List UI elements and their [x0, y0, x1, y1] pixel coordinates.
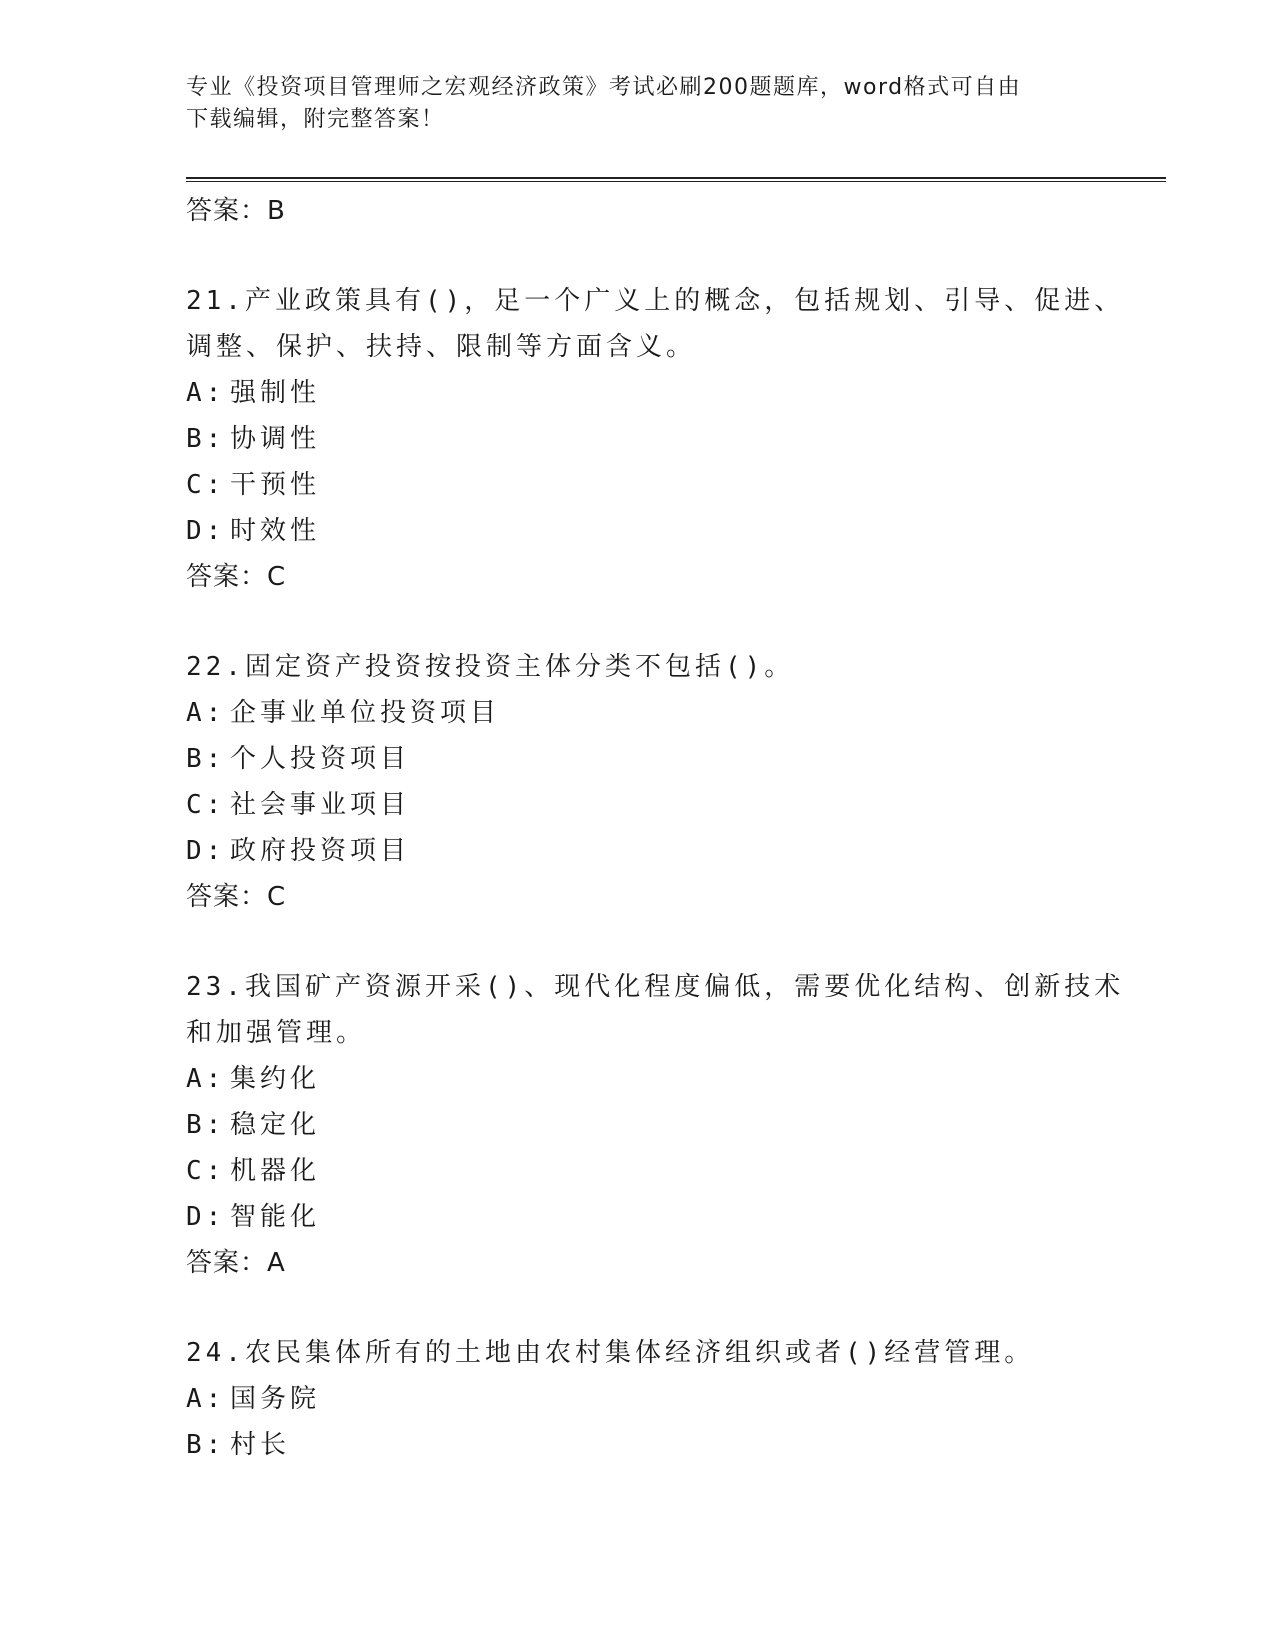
option-letter: C:	[186, 790, 226, 820]
question-stem: 23.我国矿产资源开采()、现代化程度偏低，需要优化结构、创新技术	[186, 972, 1125, 1002]
option-letter: B:	[186, 1110, 226, 1140]
option-text: 个人投资项目	[230, 744, 411, 774]
option-text: 企事业单位投资项目	[230, 698, 501, 728]
previous-answer: 答案：B	[186, 196, 286, 226]
option-letter: A:	[186, 378, 226, 408]
option-letter: A:	[186, 698, 226, 728]
question-list	[186, 188, 1166, 1468]
question-stem: 22.固定资产投资按投资主体分类不包括()。	[186, 652, 795, 682]
option-b	[186, 736, 1166, 782]
option-d	[186, 508, 1166, 554]
option-letter: A:	[186, 1064, 226, 1094]
option-c	[186, 782, 1166, 828]
option-c	[186, 462, 1166, 508]
question-stem: 21.产业政策具有()，足一个广义上的概念，包括规划、引导、促进、	[186, 286, 1125, 316]
option-letter: D:	[186, 516, 226, 546]
answer: 答案：C	[186, 562, 287, 592]
option-text: 智能化	[230, 1202, 321, 1232]
option-text: 国务院	[230, 1384, 321, 1414]
question-stem-continued: 和加强管理。	[186, 1018, 367, 1048]
option-text: 村长	[230, 1430, 291, 1460]
question-21	[186, 278, 1166, 600]
option-text: 强制性	[230, 378, 321, 408]
option-text: 干预性	[230, 470, 321, 500]
document-header	[186, 72, 1076, 136]
option-c	[186, 1148, 1166, 1194]
header-divider	[186, 177, 1166, 182]
option-letter: B:	[186, 1430, 226, 1460]
answer: 答案：A	[186, 1248, 286, 1278]
header-line-2: 下载编辑，附完整答案！	[186, 107, 445, 132]
option-letter: D:	[186, 1202, 226, 1232]
option-b	[186, 416, 1166, 462]
option-text: 政府投资项目	[230, 836, 411, 866]
option-text: 机器化	[230, 1156, 321, 1186]
option-letter: A:	[186, 1384, 226, 1414]
option-a	[186, 370, 1166, 416]
question-24	[186, 1330, 1166, 1468]
option-letter: B:	[186, 424, 226, 454]
option-d	[186, 828, 1166, 874]
question-22	[186, 644, 1166, 920]
option-a	[186, 1056, 1166, 1102]
option-text: 稳定化	[230, 1110, 321, 1140]
option-letter: D:	[186, 836, 226, 866]
question-stem: 24.农民集体所有的土地由农村集体经济组织或者()经营管理。	[186, 1338, 1035, 1368]
option-a	[186, 690, 1166, 736]
option-d	[186, 1194, 1166, 1240]
option-letter: B:	[186, 744, 226, 774]
question-stem-continued: 调整、保护、扶持、限制等方面含义。	[186, 332, 697, 362]
option-letter: C:	[186, 470, 226, 500]
header-line-1: 专业《投资项目管理师之宏观经济政策》考试必刷200题题库，word格式可自由	[186, 75, 1022, 100]
option-text: 时效性	[230, 516, 321, 546]
option-letter: C:	[186, 1156, 226, 1186]
option-text: 协调性	[230, 424, 321, 454]
option-text: 集约化	[230, 1064, 321, 1094]
question-23	[186, 964, 1166, 1286]
answer: 答案：C	[186, 882, 287, 912]
option-text: 社会事业项目	[230, 790, 411, 820]
option-b	[186, 1422, 1166, 1468]
option-b	[186, 1102, 1166, 1148]
option-a	[186, 1376, 1166, 1422]
